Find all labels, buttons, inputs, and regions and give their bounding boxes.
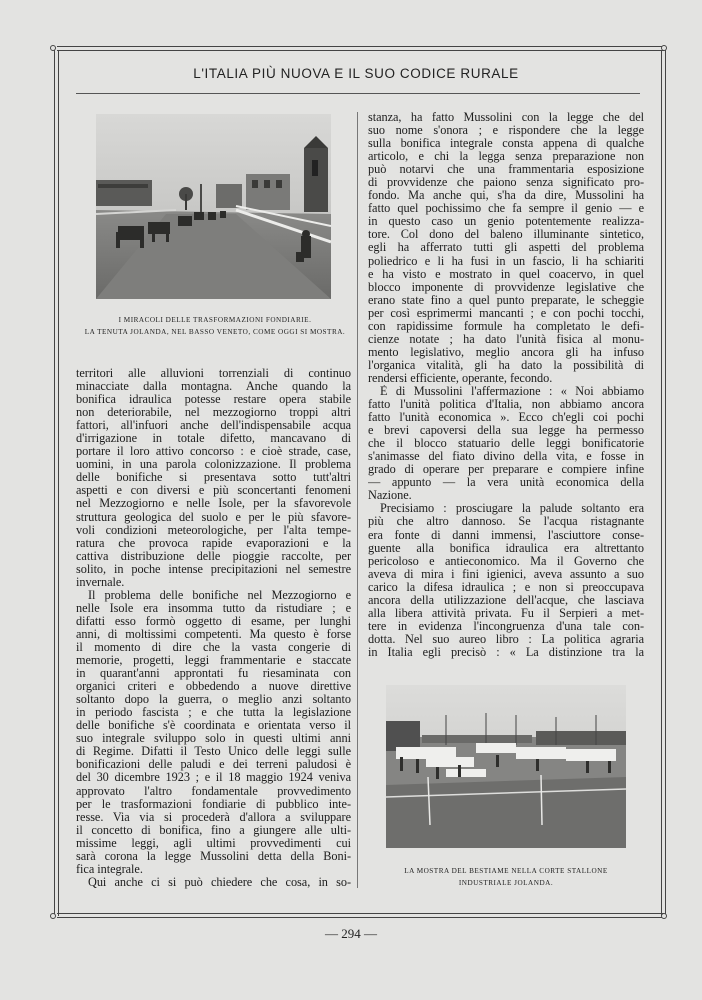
- text-line: solito, in poche intense precipitazioni nel semestre: [76, 562, 351, 576]
- text-line: per le trasformazioni fondiarie di pubblico inte-: [76, 797, 351, 811]
- text-line: uomini, in una parola colonizzazione. Il problema: [76, 458, 351, 472]
- text-line: delle bonifiche s'è coordinata e orientata verso il: [76, 719, 351, 733]
- text-line: È di Mussolini l'affermazione : « Noi abbiamo: [380, 384, 644, 398]
- text-line: blocco imponente di provvidenze legislative che: [368, 280, 644, 294]
- caption-line: INDUSTRIALE JOLANDA.: [458, 879, 554, 887]
- text-line: fattori, all'infuori anche dell'indispensabile acqua: [76, 419, 351, 433]
- text-line: alla libera attività privata. Fu il Serpieri a met-: [368, 606, 644, 620]
- column-divider: [357, 112, 358, 888]
- text-line: può notarvi che una frammentaria esposizione: [368, 163, 644, 177]
- text-line: che il blocco statuario delle leggi bonificatorie: [368, 437, 644, 451]
- text-line: in quarant'anni approntati fu riesaminata con: [76, 667, 351, 681]
- text-line: più che altro dannoso. Se l'acqua ristagnante: [368, 515, 644, 529]
- text-line: delle bonifiche si presentava sotto tutt'altri: [76, 471, 351, 485]
- text-line: resse. Via via si procederà d'allora a sviluppare: [76, 810, 351, 824]
- photo-illustration: [386, 685, 626, 848]
- running-header: L'ITALIA PIÙ NUOVA E IL SUO CODICE RURALE: [193, 66, 519, 81]
- caption-line: I MIRACOLI DELLE TRASFORMAZIONI FONDIARIE.: [118, 316, 312, 324]
- text-line: aspetti e con diversi e più sconcertanti fenomeni: [76, 484, 351, 498]
- text-line: il concetto di bonifica, fino a giungere alle ulti-: [76, 823, 351, 837]
- photo-mostra-bestiame: [386, 685, 626, 848]
- text-line: fondo. Ma anche qui, s'ha da dire, Mussolini ha: [368, 189, 644, 203]
- text-line: bonificazioni delle paludi e dei terreni paludosi è: [76, 758, 351, 772]
- header-divider: [76, 93, 640, 94]
- text-line: territori alle alluvioni torrenziali di continuo: [76, 367, 351, 380]
- text-line: per così esprimermi mancanti ; e con pochi tocchi,: [368, 306, 644, 320]
- frame-corner-ornament: [50, 45, 56, 51]
- text-line: non deteriorabile, nel mezzogiorno troppi altri: [76, 406, 351, 420]
- text-line: cattiva distribuzione delle pioggie raccolte, per: [76, 549, 351, 563]
- text-line: Il problema delle bonifiche nel Mezzogiorno e: [88, 588, 351, 602]
- text-line: l'organica vitalità, gli ha dato la possibilità di: [368, 358, 644, 372]
- text-line: Nazione.: [368, 489, 412, 503]
- frame-corner-ornament: [661, 913, 667, 919]
- frame-top-rule-inner: [57, 50, 664, 51]
- frame-corner-ornament: [661, 45, 667, 51]
- text-line: in Italia egli precisò : « La distinzione tra la: [368, 645, 644, 659]
- text-line: struttura geologica del suolo e per le più sfavore-: [76, 510, 351, 524]
- text-line: nel Mezzogiorno e nelle Isole, per la sfavorevole: [76, 497, 351, 511]
- text-column-right: [368, 111, 644, 659]
- text-column-left: [76, 367, 351, 889]
- text-line: missime leggi, agli ultimi provvedimenti cui: [76, 836, 351, 850]
- text-line: voli condizioni meteorologiche, per l'alta tempe-: [76, 523, 351, 537]
- text-line: mento legislativo, meglio ancora gli ha infuso: [368, 345, 644, 359]
- text-line: ancora della utilizzazione dell'acque, che lasciava: [368, 593, 644, 607]
- text-line: soltanto dopo la guerra, o meglio anzi soltanto: [76, 693, 351, 707]
- text-line: nelle Isole era insomma tutto da ristudiare ; e: [76, 601, 351, 615]
- text-line: Precisiamo : prosciugare la palude soltanto era: [380, 502, 644, 516]
- text-line: in questo caso un genio potentemente realizza-: [368, 215, 644, 229]
- text-line: pericoloso e antieconomico. Ma il Governo che: [368, 554, 644, 568]
- text-line: erano state fino a quel punto preparate, le scheggie: [368, 293, 644, 307]
- frame-bottom-rule-inner: [57, 917, 664, 918]
- text-line: suo integrale sviluppo solo in questi ultimi anni: [76, 732, 351, 746]
- text-line: suo nome s'onora ; e rispondere che la legge: [368, 124, 644, 138]
- text-line: s'animasse del fiato divino della vita, e fosse in: [368, 450, 644, 464]
- text-line: d'irrigazione in totale difetto, mancavano di: [76, 432, 351, 446]
- text-line: — appunto — la vera unità economica della: [368, 476, 644, 490]
- figure-caption-bottom: [375, 865, 637, 889]
- text-line: sarà corona la legge Mussolini detta della Boni-: [76, 849, 351, 863]
- text-line: e brevi capoversi della sua legge ha permesso: [368, 424, 644, 438]
- text-line: articolo, e chi la legga senza preparazione non: [368, 150, 644, 164]
- text-line: tere in evidenza l'incongruenza d'una tale con-: [368, 619, 644, 633]
- text-line: del 30 dicembre 1923 ; e il 18 maggio 1924 veniva: [76, 771, 351, 785]
- caption-line: LA TENUTA JOLANDA, NEL BASSO VENETO, COME OGGI SI MOSTRA.: [84, 328, 346, 336]
- frame-left-rule-outer: [54, 50, 55, 916]
- page-number: — 294 —: [325, 926, 377, 941]
- text-line: dotta. Nel suo aureo libro : La politica agraria: [368, 632, 644, 646]
- text-line: rendersi efficiente, operante, fecondo.: [368, 371, 553, 385]
- text-line: organici criteri e obbedendo a nuove direttive: [76, 680, 351, 694]
- text-line: ratura che provoca rapide evaporazioni e la: [76, 536, 351, 550]
- text-line: poliedrico e li ha fusi in un fascio, li ha schiariti: [368, 254, 644, 268]
- text-line: sulla bonifica integrale consta appena di qualche: [368, 137, 644, 151]
- text-line: fatto quel pochissimo che fa sempre il genio — e: [368, 202, 644, 216]
- text-line: in periodo fascista ; e che tutta la legislazione: [76, 706, 351, 720]
- text-line: difatti esso formò oggetto di esame, per lunghi: [76, 614, 351, 628]
- text-line: fica integrale.: [76, 862, 143, 876]
- frame-left-rule-inner: [58, 50, 59, 916]
- frame-corner-ornament: [50, 913, 56, 919]
- text-line: con rapidissime formule ha completato le defi-: [368, 319, 644, 333]
- frame-top-rule-outer: [57, 46, 664, 47]
- frame-right-rule-outer: [661, 50, 662, 916]
- text-line: guente alla bonifica idraulica era altrettanto: [368, 541, 644, 555]
- text-line: bonifica idraulica potesse restare opera stabile: [76, 393, 351, 407]
- text-line: portare il loro attivo concorso : e cioè strade, case,: [76, 445, 351, 459]
- photo-illustration: [96, 114, 331, 299]
- text-line: aveva di mira i fini igienici, aveva assunto a suo: [368, 567, 644, 581]
- text-line: invernale.: [76, 575, 125, 589]
- text-line: fatto l'unità economica ». Ecco ch'egli coi pochi: [368, 411, 644, 425]
- text-line: minacciate dalla montagna. Anche quando la: [76, 380, 351, 394]
- text-line: e ha visto e mostrato in quel coacervo, in quel: [368, 267, 644, 281]
- text-line: tore. Col dono del baleno illuminante sintetico,: [368, 228, 644, 242]
- photo-tenuta-jolanda: [96, 114, 331, 299]
- text-line: era fonte di danni immensi, l'asciuttore conse-: [368, 528, 644, 542]
- text-line: di Regime. Difatti il Testo Unico delle leggi sulle: [76, 745, 351, 759]
- text-line: stanza, ha fatto Mussolini con la legge che del: [368, 111, 644, 124]
- text-line: approvato l'altro fondamentale provvedimento: [76, 784, 351, 798]
- text-line: carico la difesa idraulica ; e non si preoccupava: [368, 580, 644, 594]
- text-line: cienze notate ; ha dato l'unità fisica al monu-: [368, 332, 644, 346]
- text-line: Qui anche ci si può chiedere che cosa, in so-: [88, 875, 351, 889]
- text-line: di provvidenze che paiono senza significato pro-: [368, 176, 644, 190]
- text-line: fatto l'unità politica d'Italia, non abbiamo ancora: [368, 398, 644, 412]
- frame-right-rule-inner: [665, 50, 666, 916]
- text-line: anni, di moltissimi competenti. Ma questo è forse: [76, 627, 351, 641]
- text-line: egli ha afferrato tutti gli aspetti del problema: [368, 241, 644, 255]
- text-line: memorie, progetti, leggi frammentarie e staccate: [76, 654, 351, 668]
- frame-bottom-rule-outer: [57, 913, 664, 914]
- figure-caption-top: [70, 314, 360, 338]
- text-line: il momento di dire che la vasta congerie di: [76, 640, 351, 654]
- text-line: grado di operare per preparare e compiere infine: [368, 463, 644, 477]
- caption-line: LA MOSTRA DEL BESTIAME NELLA CORTE STALLONE: [404, 867, 608, 875]
